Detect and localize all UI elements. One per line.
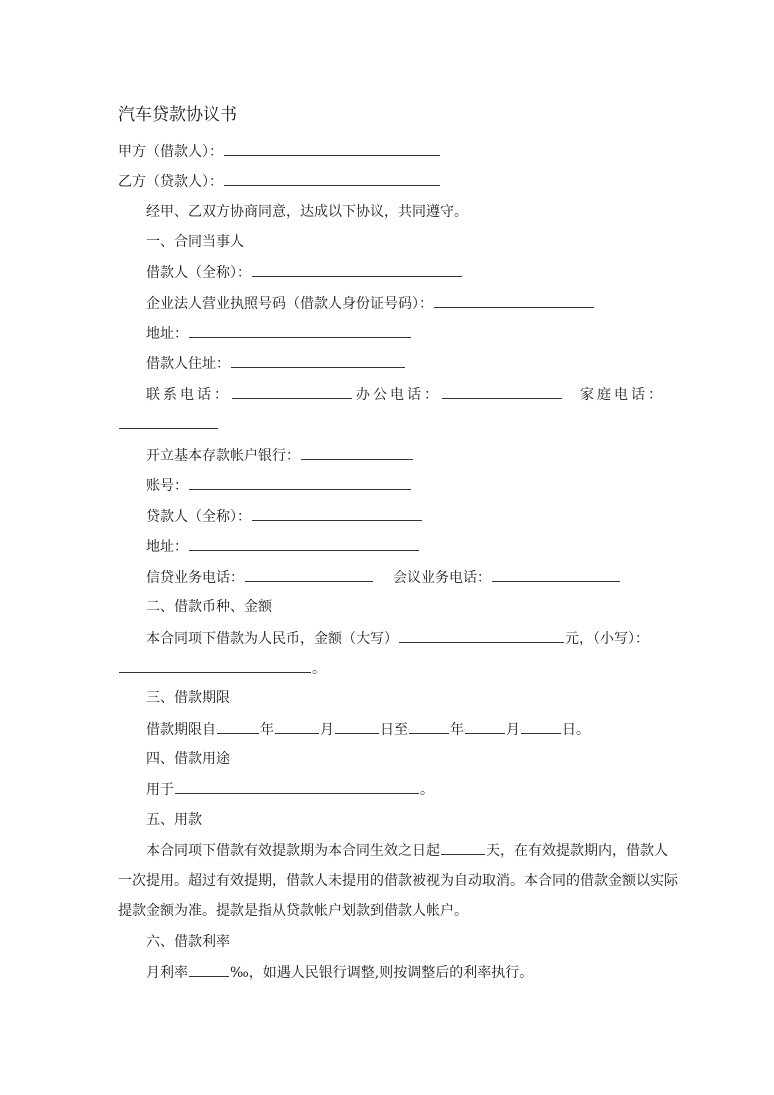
amount-lowercase-line [118, 658, 326, 679]
address-2-blank[interactable] [189, 536, 419, 551]
use-for-label: 用于 [146, 782, 174, 798]
contact-phone-blank[interactable] [232, 384, 352, 399]
home-phone-label: 家庭电话： [580, 387, 665, 403]
accounting-phone-blank[interactable] [492, 567, 620, 582]
license-no-blank[interactable] [434, 293, 594, 308]
credit-phone-label: 信贷业务电话： [146, 570, 244, 586]
party-a-blank[interactable] [224, 141, 440, 156]
borrower-residence-blank[interactable] [231, 353, 405, 368]
end-month-blank[interactable] [465, 719, 505, 734]
amount-label: 本合同项下借款为人民币，金额（大写） [146, 631, 398, 647]
start-day-blank[interactable] [335, 719, 379, 734]
day-2-label: 日。 [562, 722, 590, 738]
section-1-heading: 一、合同当事人 [146, 234, 244, 250]
office-phone-label: 办公电话： [356, 387, 441, 403]
rate-label: 月利率 [146, 965, 188, 981]
term-from-label: 借款期限自 [146, 722, 216, 738]
end-year-blank[interactable] [409, 719, 449, 734]
borrower-name-label: 借款人（全称）： [146, 265, 251, 281]
section-2-heading: 二、借款币种、金额 [146, 599, 272, 615]
address-2-line [146, 536, 420, 557]
account-line [146, 475, 412, 496]
section-4-heading: 四、借款用途 [146, 751, 230, 767]
use-period: 。 [420, 782, 434, 798]
drawdown-days-blank[interactable] [441, 840, 485, 855]
day-to-label: 日至 [380, 722, 408, 738]
month-1-label: 月 [320, 722, 334, 738]
home-phone-blank[interactable] [119, 414, 218, 429]
section-5-heading: 五、用款 [146, 812, 202, 828]
account-blank[interactable] [189, 475, 411, 490]
address-1-label: 地址： [146, 326, 188, 342]
section-6-heading: 六、借款利率 [146, 934, 230, 950]
year-1-label: 年 [260, 722, 274, 738]
borrower-residence-line [146, 353, 406, 374]
document-title: 汽车贷款协议书 [118, 105, 237, 125]
accounting-phone-label: 会议业务电话： [393, 570, 491, 586]
amount-line [146, 628, 649, 649]
end-day-blank[interactable] [521, 719, 561, 734]
amount-lowercase-blank[interactable] [119, 658, 311, 673]
drawdown-line-2: 一次提用。超过有效提期，借款人未提用的借款被视为自动取消。本合同的借款金额以实际 [118, 873, 678, 889]
bank-blank[interactable] [301, 445, 413, 460]
use-line [146, 779, 434, 800]
license-no-line [146, 293, 595, 314]
party-a-label: 甲方（借款人）： [118, 144, 223, 160]
drawdown-text-a: 本合同项下借款有效提款期为本合同生效之日起 [146, 843, 440, 859]
year-2-label: 年 [450, 722, 464, 738]
intro-paragraph: 经甲、乙双方协商同意，达成以下协议，共同遵守。 [146, 204, 468, 220]
start-month-blank[interactable] [275, 719, 319, 734]
address-1-line [146, 323, 412, 344]
borrower-residence-label: 借款人住址： [146, 356, 230, 372]
start-year-blank[interactable] [217, 719, 259, 734]
drawdown-line-1 [146, 840, 668, 861]
lender-name-line [146, 506, 423, 527]
term-line [146, 719, 590, 740]
office-phone-blank[interactable] [442, 384, 562, 399]
use-blank[interactable] [175, 779, 419, 794]
party-b-label: 乙方（贷款人）： [118, 174, 223, 190]
lender-name-label: 贷款人（全称）： [146, 509, 251, 525]
borrower-name-blank[interactable] [252, 262, 462, 277]
bank-label: 开立基本存款帐户银行： [146, 448, 300, 464]
credit-phone-blank[interactable] [245, 567, 373, 582]
drawdown-text-b: 天，在有效提款期内，借款人 [486, 843, 668, 859]
lender-name-blank[interactable] [252, 506, 422, 521]
rate-text: ‰，如遇人民银行调整,则按调整后的利率执行。 [230, 965, 534, 981]
amount-yuan-label: 元，（小写）： [565, 631, 649, 647]
amount-period: 。 [312, 661, 326, 677]
month-2-label: 月 [506, 722, 520, 738]
party-b-line [118, 171, 441, 192]
rate-line [146, 962, 533, 983]
phones-line [146, 384, 665, 405]
section-3-heading: 三、借款期限 [146, 690, 230, 706]
address-2-label: 地址： [146, 539, 188, 555]
party-a-line [118, 141, 441, 162]
amount-uppercase-blank[interactable] [399, 628, 564, 643]
home-phone-blank-line [118, 414, 219, 435]
business-phones-line [146, 567, 621, 588]
drawdown-line-3: 提款金额为准。提款是指从贷款帐户划款到借款人帐户。 [118, 903, 468, 919]
address-1-blank[interactable] [189, 323, 411, 338]
borrower-name-line [146, 262, 463, 283]
contact-phone-label: 联系电话： [146, 387, 231, 403]
bank-line [146, 445, 414, 466]
license-no-label: 企业法人营业执照号码（借款人身份证号码）： [146, 296, 433, 312]
account-label: 账号： [146, 478, 188, 494]
rate-blank[interactable] [189, 962, 229, 977]
party-b-blank[interactable] [224, 171, 440, 186]
